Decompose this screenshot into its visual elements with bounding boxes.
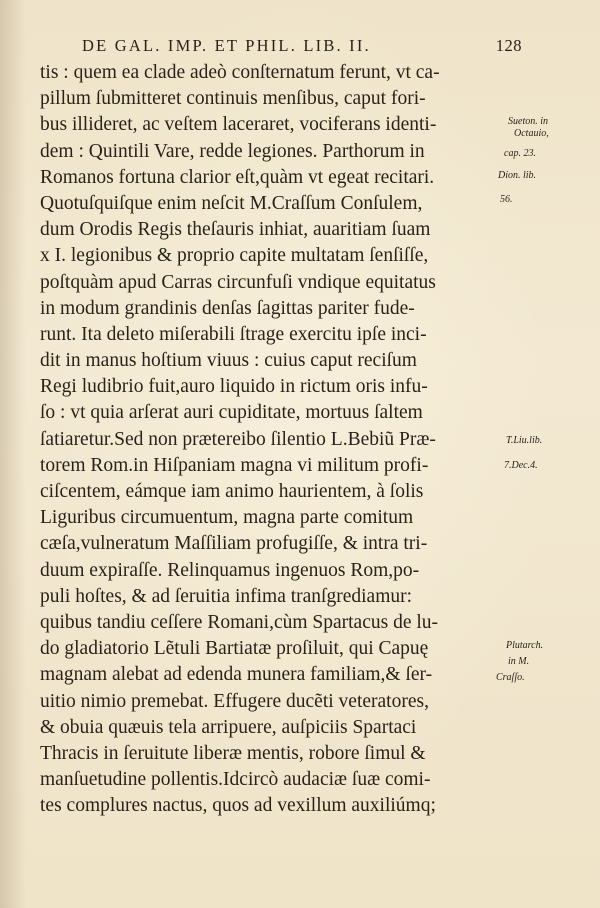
- text-line: ſatiaretur.Sed non prætereibo ſilentio L.Bebiũ Præ-: [40, 428, 436, 450]
- folio-number: 128: [495, 36, 522, 55]
- running-head: [82, 34, 522, 58]
- text-line: Quotuſquiſque enim neſcit M.Craſſum Conſulem,: [40, 192, 423, 214]
- text-line: tes complures nactus, quos ad vexillum auxiliúmq;: [40, 795, 436, 817]
- text-line: dem : Quintili Vare, redde legiones. Parthorum in: [40, 140, 425, 162]
- marginal-note: 7.Dec.4.: [504, 460, 538, 471]
- marginal-note: cap. 23.: [504, 148, 536, 159]
- text-line: poſtquàm apud Carras circunfuſi vndique equitatus: [40, 271, 436, 293]
- text-line: in modum grandinis denſas ſagittas pariter fude-: [40, 297, 415, 319]
- text-line: dit in manus hoſtium viuus : cuius caput reciſum: [40, 350, 417, 372]
- text-line: puli hoſtes, & ad ſeruitia infima tranſgrediamur:: [40, 585, 413, 607]
- text-line: uitio nimio premebat. Effugere ducẽti veteratores,: [40, 690, 429, 712]
- marginal-note: Craſſo.: [496, 672, 525, 683]
- text-line: x I. legionibus & proprio capite multatam ſenſiſſe,: [40, 245, 429, 267]
- marginal-note: 56.: [500, 194, 513, 205]
- body-text: [20, 60, 500, 819]
- text-line: Liguribus circumuentum, magna parte comitum: [40, 507, 414, 529]
- text-line: bus illideret, ac veſtem laceraret, vociferans identi-: [40, 114, 437, 136]
- text-line: runt. Ita deleto miſerabili ſtrage exercitu ipſe inci-: [40, 323, 427, 345]
- text-line: ſo : vt quia arſerat auri cupiditate, mortuus ſaltem: [40, 402, 423, 424]
- marginal-note: Sueton. in: [508, 116, 548, 127]
- text-line: quibus tandiu ceſſere Romani,cùm Spartacus de lu-: [40, 611, 439, 633]
- text-line: manſuetudine pollentis.Idcircò audaciæ ſuæ comi-: [40, 769, 431, 791]
- text-line: torem Rom.in Hiſpaniam magna vi militum profi-: [40, 454, 429, 476]
- text-line: Regi ludibrio fuit,auro liquido in rictum oris infu-: [40, 376, 428, 398]
- marginal-notes: [478, 0, 596, 908]
- text-line: do gladiatorio Lẽtuli Bartiatæ proſiluit, qui Capuę: [40, 638, 429, 660]
- text-line: dum Orodis Regis theſauris inhiat, auaritiam ſuam: [40, 219, 431, 241]
- marginal-note: T.Liu.lib.: [506, 435, 543, 446]
- running-head-title: DE GAL. IMP. ET PHIL. LIB. II.: [82, 36, 371, 55]
- text-line: cæſa,vulneratum Maſſiliam profugiſſe, & intra tri-: [40, 533, 428, 555]
- marginal-note: in M.: [508, 656, 530, 667]
- marginal-note: Octauio,: [514, 128, 549, 139]
- text-line: Romanos fortuna clarior eſt,quàm vt egeat recitari.: [40, 166, 435, 188]
- text-line: Thracis in ſeruitute liberæ mentis, robore ſimul &: [40, 742, 426, 764]
- text-line: magnam alebat ad edenda munera familiam,& ſer-: [40, 664, 433, 686]
- text-line: tis : quem ea clade adeò conſternatum ferunt, vt ca-: [40, 62, 440, 83]
- text-line: duum expiraſſe. Relinquamus ingenuos Rom,po-: [40, 559, 420, 581]
- marginal-note: Plutarch.: [506, 640, 544, 651]
- text-line: ciſcentem, eámque iam animo haurientem, à ſolis: [40, 481, 424, 502]
- text-line: pillum ſubmitteret continuis menſibus, caput fori-: [40, 88, 426, 110]
- text-line: & obuia quæuis tela arripuere, auſpiciis Spartaci: [40, 716, 417, 738]
- marginal-note: Dion. lib.: [498, 170, 537, 181]
